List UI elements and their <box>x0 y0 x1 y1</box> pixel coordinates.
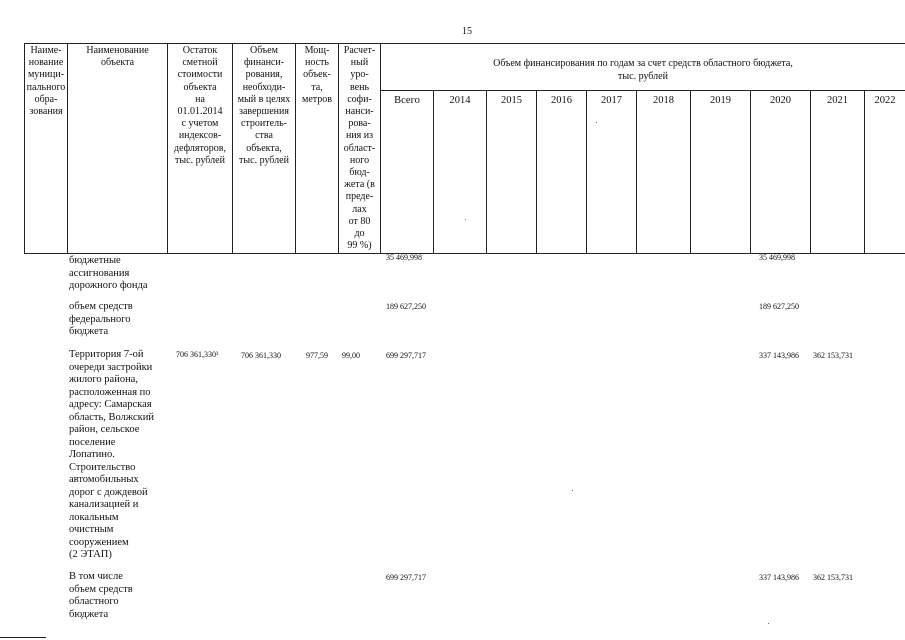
header-required-funding: Объем финанси- рования, необходи- мый в целях завершения строитель- ства объекта, тыс. рублей <box>237 45 291 166</box>
page-number: 15 <box>462 26 472 37</box>
col-divider <box>536 90 537 253</box>
row-cofinancing-level: 99,00 <box>342 351 360 360</box>
scan-speck <box>465 219 466 220</box>
row-2021: 362 153,731 <box>813 351 853 360</box>
header-object-name: Наименование объекта <box>86 45 149 69</box>
row-name: В том числе объем средств областного бюджета <box>69 571 133 620</box>
header-year: 2020 <box>770 95 791 106</box>
row-capacity: 977,59 <box>306 351 328 360</box>
row-2020: 35 469,998 <box>759 253 795 262</box>
col-divider <box>810 90 811 253</box>
header-year: 2019 <box>710 95 731 106</box>
row-name: объем средств федерального бюджета <box>69 301 133 337</box>
row-2020: 337 143,986 <box>759 573 799 582</box>
years-header-divider <box>380 90 905 91</box>
col-divider <box>486 90 487 253</box>
scan-speck <box>768 623 769 624</box>
header-funding-by-year: Объем финансирования по годам за счет средств областного бюджета, тыс. рублей <box>493 58 793 82</box>
row-remaining-cost: 706 361,330³ <box>176 350 219 359</box>
col-divider <box>636 90 637 253</box>
header-year: 2022 <box>874 95 896 106</box>
row-required-funding: 706 361,330 <box>241 351 281 360</box>
header-capacity: Мощ- ность объек- та, метров <box>302 45 332 105</box>
row-total: 35 469,998 <box>386 253 422 262</box>
header-year: 2018 <box>653 95 674 106</box>
header-year: 2017 <box>601 95 622 106</box>
row-name: Территория 7-ой очереди застройки жилого района, расположенная по адресу: Самарская область, Волжский район, сельское поселение Лопатино. Строительство автомобильных дорог с дождевой канализацией и локальным очистным сооружением (2 ЭТАП) <box>69 349 154 560</box>
scan-speck <box>572 490 573 491</box>
col-divider <box>750 90 751 253</box>
col-divider <box>864 90 865 253</box>
col-divider <box>433 90 434 253</box>
header-municipality: Наиме- нование муници- пального обра- зования <box>26 45 66 118</box>
row-total: 189 627,250 <box>386 302 426 311</box>
row-2021: 362 153,731 <box>813 573 853 582</box>
bottom-rule <box>0 637 46 638</box>
col-divider <box>586 90 587 253</box>
header-year: 2016 <box>551 95 572 106</box>
row-total: 699 297,717 <box>386 351 426 360</box>
header-cofinancing-level: Расчет- ный уро- вень софи- нанси- рова- ния из област- ного бюд- жета (в преде- лах от 80 до 99 %) <box>343 45 376 252</box>
row-name: бюджетные ассигнования дорожного фонда <box>69 255 148 291</box>
scan-speck <box>596 122 597 123</box>
col-divider <box>690 90 691 253</box>
header-year-total: Всего <box>394 95 420 106</box>
header-remaining-cost: Остаток сметной стоимости объекта на 01.01.2014 с учетом индексов- дефляторов, тыс. рублей <box>174 45 226 166</box>
header-year: 2014 <box>449 95 471 106</box>
col-divider <box>67 43 68 253</box>
top-border <box>24 43 905 44</box>
row-2020: 189 627,250 <box>759 302 799 311</box>
row-total: 699 297,717 <box>386 573 426 582</box>
header-year: 2021 <box>827 95 848 106</box>
header-year: 2015 <box>501 95 522 106</box>
row-2020: 337 143,986 <box>759 351 799 360</box>
